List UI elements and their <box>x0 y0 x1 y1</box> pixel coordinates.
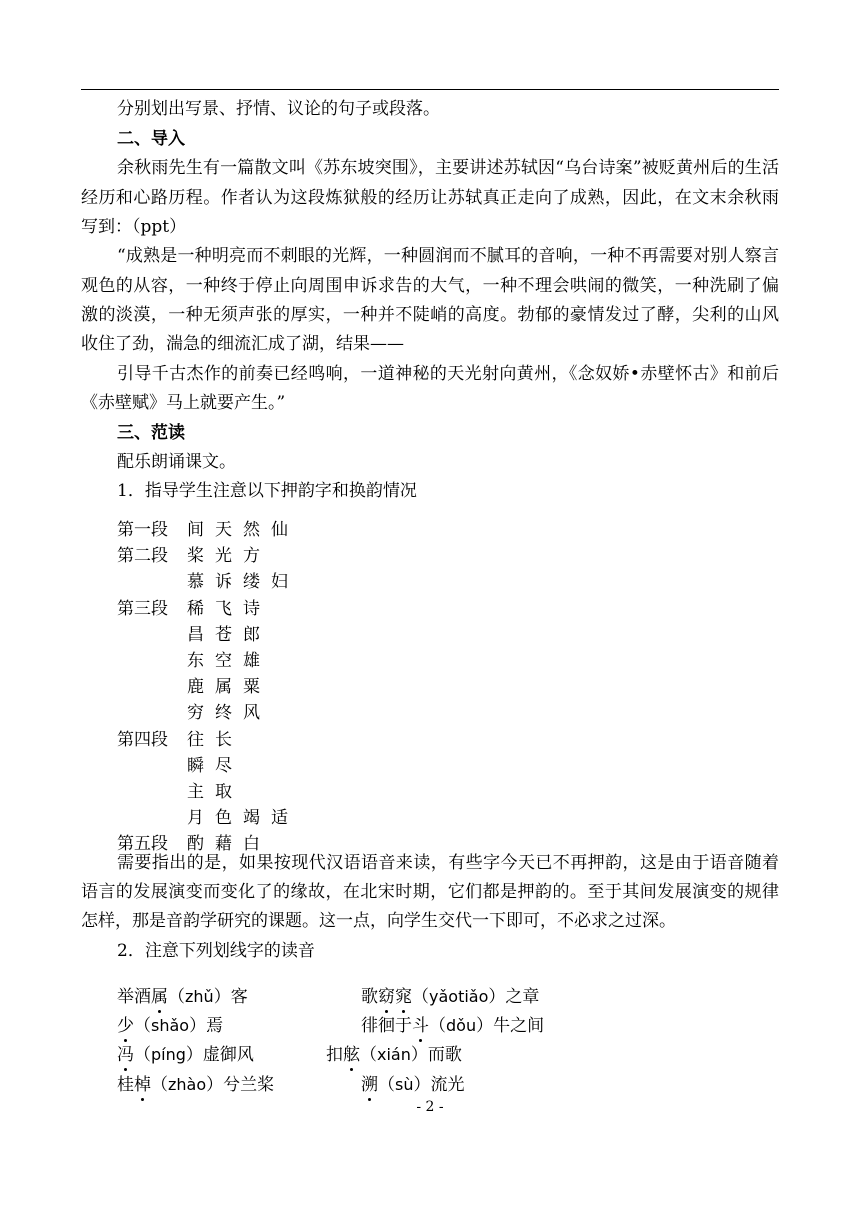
close-paren: ） <box>410 1045 428 1065</box>
emphasized-char: 窈 <box>378 987 395 1007</box>
section2-para1-line2: 经历和心路历程。作者认为这段炼狱般的经历让苏轼真正走向了成熟，因此，在文末余秋雨 <box>81 188 779 208</box>
reading-prefix: 举酒 <box>117 987 151 1007</box>
reading-suffix: 客 <box>230 987 248 1007</box>
rhyme-char: 昌 <box>187 625 204 645</box>
reading-suffix: 牛之间 <box>493 1016 545 1036</box>
rhyme-char: 然 <box>243 520 260 540</box>
rhyme-char: 瞬 <box>187 756 204 776</box>
reading-item <box>361 987 539 1007</box>
pinyin: zhào <box>168 1075 207 1094</box>
section2-para1-line1: 余秋雨先生有一篇散文叫《苏东坡突围》，主要讲述苏轼因“乌台诗案”被贬黄州后的生活 <box>117 158 779 178</box>
rhyme-char: 缕 <box>243 572 260 592</box>
note-line1: 需要指出的是，如果按现代汉语语音来读，有些字今天已不再押韵，这是由于语音随着 <box>117 853 779 873</box>
quote2-line1: 引导千古杰作的前奏已经鸣响，一道神秘的天光射向黄州，《念奴娇•赤壁怀古》和前后 <box>117 364 779 384</box>
open-paren: （ <box>168 987 185 1007</box>
rhyme-char: 慕 <box>187 572 204 592</box>
rhyme-char: 粟 <box>243 677 260 697</box>
reading-prefix: 徘徊于 <box>361 1016 412 1036</box>
close-paren: ） <box>488 987 506 1007</box>
reading-prefix: 歌 <box>361 987 378 1007</box>
close-paren: ） <box>476 1016 494 1036</box>
rhyme-row-label: 第四段 <box>117 730 168 750</box>
reading-suffix: 流光 <box>430 1075 465 1095</box>
close-paren: ） <box>185 1045 203 1065</box>
rhyme-char: 往 <box>187 730 204 750</box>
quote-line2: 观色的从容，一种终于停止向周围申诉求告的大气，一种不理会哄闹的微笑，一种洗刷了偏 <box>81 276 779 296</box>
emphasized-char: 冯 <box>117 1045 134 1065</box>
section2-para1-line3: 写到：（ppt） <box>81 217 187 237</box>
rhyme-char: 色 <box>215 808 232 828</box>
header-rule <box>81 89 779 90</box>
reading-item <box>361 1016 544 1036</box>
reading-item <box>117 1016 223 1036</box>
pinyin: sù <box>395 1075 414 1094</box>
reading-suffix: 兮兰桨 <box>223 1075 275 1095</box>
pinyin: xián <box>377 1045 411 1064</box>
emphasized-char: 斗 <box>412 1016 429 1036</box>
open-paren: （ <box>378 1075 395 1095</box>
open-paren: （ <box>134 1016 151 1036</box>
emphasized-char: 少 <box>117 1016 134 1036</box>
pinyin: dǒu <box>446 1016 477 1035</box>
quote2-line2: 《赤壁赋》马上就要产生。” <box>81 393 286 413</box>
rhyme-row-label: 第五段 <box>117 834 168 854</box>
rhyme-char: 穷 <box>187 703 204 723</box>
rhyme-char: 主 <box>187 782 204 802</box>
rhyme-char: 雄 <box>243 651 260 671</box>
section3-item2: 2．注意下列划线字的读音 <box>117 941 315 961</box>
rhyme-char: 白 <box>243 834 260 854</box>
quote-line1: “成熟是一种明亮而不刺眼的光辉，一种圆润而不腻耳的音响，一种不再需要对别人察言 <box>117 246 779 266</box>
rhyme-char: 诉 <box>215 572 232 592</box>
reading-item <box>117 1075 274 1095</box>
rhyme-row-label: 第一段 <box>117 520 168 540</box>
rhyme-char: 取 <box>215 782 232 802</box>
rhyme-row-label: 第二段 <box>117 546 168 566</box>
open-paren: （ <box>429 1016 446 1036</box>
note-line2: 语言的发展演变而变化了的缘故，在北宋时期，它们都是押韵的。至于其间发展演变的规律 <box>81 882 779 902</box>
reading-prefix: 扣 <box>326 1045 343 1065</box>
section3-line1: 配乐朗诵课文。 <box>117 452 236 472</box>
rhyme-char: 桨 <box>187 546 204 566</box>
intro-line: 分别划出写景、抒情、议论的句子或段落。 <box>117 99 440 119</box>
pinyin: yǎotiǎo <box>429 987 489 1006</box>
rhyme-char: 尽 <box>215 756 232 776</box>
quote-line4: 收住了劲，湍急的细流汇成了湖，结果—— <box>81 334 404 354</box>
section3-heading: 三、范读 <box>117 423 185 443</box>
rhyme-char: 藉 <box>215 834 232 854</box>
rhyme-char: 终 <box>215 703 232 723</box>
close-paren: ） <box>189 1016 207 1036</box>
emphasized-char: 窕 <box>395 987 412 1007</box>
pinyin: zhǔ <box>185 987 214 1006</box>
reading-item <box>117 1045 254 1065</box>
reading-item <box>326 1045 462 1065</box>
rhyme-char: 适 <box>271 808 288 828</box>
rhyme-char: 间 <box>187 520 204 540</box>
emphasized-char: 舷 <box>343 1045 360 1065</box>
open-paren: （ <box>360 1045 377 1065</box>
reading-suffix: 焉 <box>206 1016 224 1036</box>
reading-prefix: 桂 <box>117 1075 134 1095</box>
rhyme-row-label: 第三段 <box>117 599 168 619</box>
rhyme-char: 诗 <box>243 599 260 619</box>
rhyme-char: 鹿 <box>187 677 204 697</box>
reading-item <box>361 1075 464 1095</box>
rhyme-char: 光 <box>215 546 232 566</box>
section2-heading: 二、导入 <box>117 129 185 149</box>
reading-suffix: 虚御风 <box>202 1045 254 1065</box>
pinyin: píng <box>151 1045 186 1064</box>
rhyme-char: 郎 <box>243 625 260 645</box>
open-paren: （ <box>412 987 429 1007</box>
rhyme-char: 苍 <box>215 625 232 645</box>
rhyme-char: 长 <box>215 730 232 750</box>
emphasized-char: 棹 <box>134 1075 151 1095</box>
page-number: - 2 - <box>416 1099 444 1115</box>
rhyme-char: 属 <box>215 677 232 697</box>
rhyme-char: 月 <box>187 808 204 828</box>
rhyme-char: 稀 <box>187 599 204 619</box>
rhyme-char: 飞 <box>215 599 232 619</box>
pinyin: shǎo <box>151 1016 190 1035</box>
close-paren: ） <box>206 1075 224 1095</box>
reading-suffix: 之章 <box>505 987 540 1007</box>
note-line3: 怎样，那是音韵学研究的课题。这一点，向学生交代一下即可，不必求之过深。 <box>81 911 676 931</box>
rhyme-char: 仙 <box>271 520 288 540</box>
section3-item1: 1．指导学生注意以下押韵字和换韵情况 <box>117 481 417 501</box>
emphasized-char: 溯 <box>361 1075 378 1095</box>
rhyme-char: 空 <box>215 651 232 671</box>
open-paren: （ <box>134 1045 151 1065</box>
quote-line3: 激的淡漠，一种无须声张的厚实，一种并不陡峭的高度。勃郁的豪情发过了酵，尖利的山风 <box>81 305 779 325</box>
reading-item <box>117 987 248 1007</box>
rhyme-char: 风 <box>243 703 260 723</box>
emphasized-char: 属 <box>151 987 168 1007</box>
rhyme-char: 天 <box>215 520 232 540</box>
rhyme-char: 东 <box>187 651 204 671</box>
rhyme-char: 妇 <box>271 572 288 592</box>
rhyme-char: 竭 <box>243 808 260 828</box>
close-paren: ） <box>213 987 231 1007</box>
close-paren: ） <box>413 1075 431 1095</box>
rhyme-char: 酌 <box>187 834 204 854</box>
open-paren: （ <box>151 1075 168 1095</box>
reading-suffix: 而歌 <box>427 1045 462 1065</box>
rhyme-char: 方 <box>243 546 260 566</box>
